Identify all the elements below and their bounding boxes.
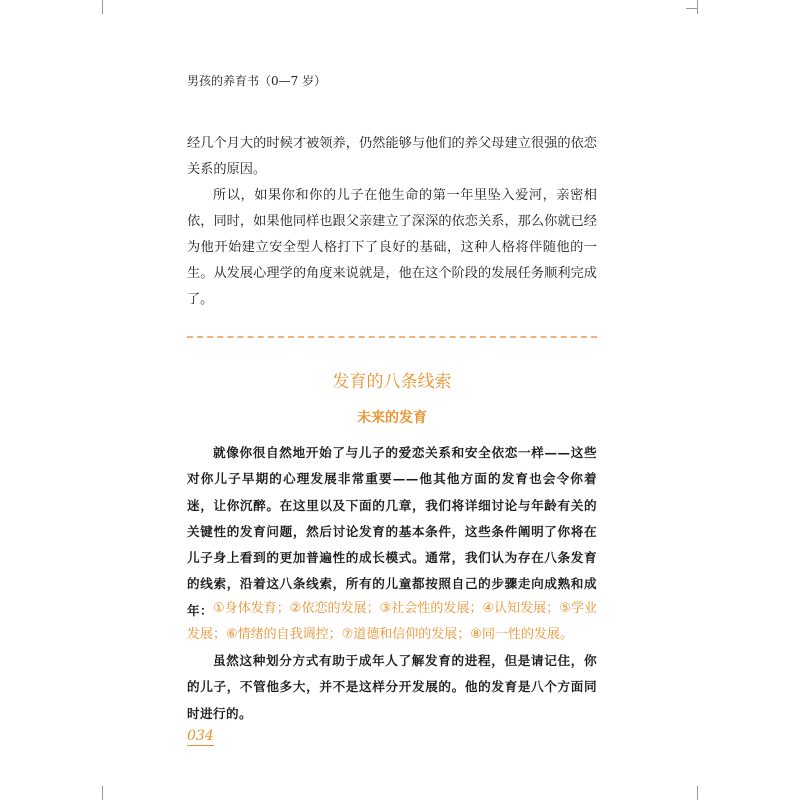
paragraph-intro: 就像你很自然地开始了与儿子的爱恋关系和安全依恋一样——这些对你儿子早期的心理发展非常重要——他其他方面的发育也会令你着迷，让你沉醉。在这里以及下面的几章，我们将详细讨论与年龄有关的关键性的发育问题，然后讨论发育的基本条件，这些条件阐明了你将在儿子身上看到的更加普遍性的成长模式。通常，我们认为存在八条发育的线索，沿着这八条线索，所有的儿童都按照自己的步骤走向成熟和成年： [187, 445, 597, 618]
crop-mark-bottom-right [697, 786, 698, 800]
running-header: 男孩的养育书（0—7 岁） [187, 74, 327, 88]
crop-mark-top-right-h [686, 8, 697, 9]
section-title: 发育的八条线索 [332, 372, 452, 392]
crop-mark-bottom-left [102, 786, 103, 800]
development-threads-list: ①身体发育；②依恋的发展；③社会性的发展；④认知发展；⑤学业发展；⑥情绪的自我调控；⑦道德和信仰的发展；⑧同一性的发展。 [187, 601, 597, 642]
crop-mark-top-right [697, 0, 698, 14]
section-subtitle: 未来的发育 [357, 410, 427, 426]
paragraph-continued: 经几个月大的时候才被领养，仍然能够与他们的养父母建立很强的依恋关系的原因。 [187, 136, 597, 177]
section-divider [187, 336, 597, 338]
crop-mark-top-left [102, 0, 103, 14]
paragraph-summary: 所以，如果你和你的儿子在他生命的第一年里坠入爱河，亲密相依，同时，如果他同样也跟父亲建立了深深的依恋关系，那么你就已经为他开始建立安全型人格打下了良好的基础，这种人格将伴随他的一生。从发展心理学的角度来说就是，他在这个阶段的发展任务顺利完成了。 [187, 188, 597, 307]
page-number: 034 [187, 728, 214, 744]
paragraph-closing: 虽然这种划分方式有助于成年人了解发育的进程，但是请记住，你的儿子，不管他多大，并不是这样分开发展的。他的发育是八个方面同时进行的。 [187, 653, 597, 721]
